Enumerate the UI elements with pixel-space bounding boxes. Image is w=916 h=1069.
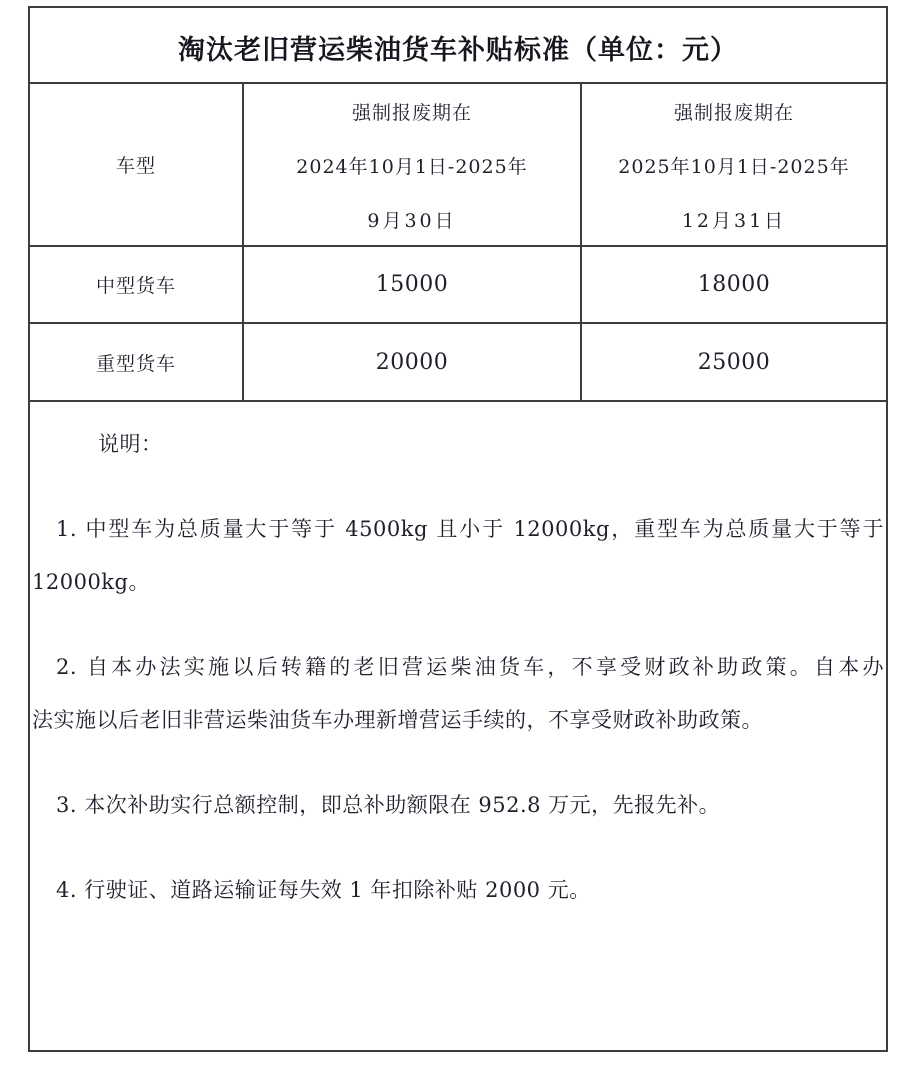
row-cell-period1-subsidy bbox=[242, 247, 580, 322]
notes-heading: 说明： bbox=[98, 432, 163, 456]
row-cell-vehicle-type bbox=[30, 324, 242, 400]
note-line: 法实施以后老旧非营运柴油货车办理新增营运手续的，不享受财政补助政策。 bbox=[32, 708, 763, 732]
period1-line-2: 2024年10月1日-2025年 bbox=[296, 155, 528, 178]
table-title-row bbox=[30, 8, 886, 84]
note-item-3 bbox=[32, 779, 884, 832]
note-line: 3. 本次补助实行总额控制，即总补助额限在 952.8 万元，先报先补。 bbox=[56, 793, 721, 817]
table-row-heavy-truck bbox=[30, 324, 886, 402]
note-item-2 bbox=[32, 641, 884, 747]
row-cell-period2-subsidy bbox=[580, 247, 886, 322]
note-item-1 bbox=[32, 503, 884, 609]
header-cell-period-2 bbox=[580, 84, 886, 245]
subsidy-amount: 18000 bbox=[697, 272, 771, 297]
table-header-row bbox=[30, 84, 886, 247]
vehicle-type-value: 中型货车 bbox=[95, 275, 176, 297]
note-line: 12000kg。 bbox=[32, 570, 150, 594]
note-item-4 bbox=[32, 864, 884, 917]
period2-line-2: 2025年10月1日-2025年 bbox=[618, 155, 850, 178]
subsidy-amount: 15000 bbox=[375, 272, 449, 297]
header-cell-period-1 bbox=[242, 84, 580, 245]
row-cell-vehicle-type bbox=[30, 247, 242, 322]
subsidy-table bbox=[28, 6, 888, 1052]
period2-line-3: 12月31日 bbox=[681, 209, 787, 232]
subsidy-amount: 20000 bbox=[375, 349, 449, 375]
period1-line-1: 强制报废期在 bbox=[351, 101, 472, 124]
header-cell-vehicle-type bbox=[30, 84, 242, 245]
row-cell-period2-subsidy bbox=[580, 324, 886, 400]
row-cell-period1-subsidy bbox=[242, 324, 580, 400]
table-title: 淘汰老旧营运柴油货车补贴标准（单位：元） bbox=[178, 34, 738, 66]
note-line: 2. 自本办法实施以后转籍的老旧营运柴油货车，不享受财政补助政策。自本办 bbox=[56, 655, 884, 679]
vehicle-type-header-label: 车型 bbox=[115, 155, 156, 177]
subsidy-amount: 25000 bbox=[697, 349, 771, 375]
notes-section bbox=[30, 402, 886, 1050]
note-line: 4. 行驶证、道路运输证每失效 1 年扣除补贴 2000 元。 bbox=[56, 878, 591, 902]
period1-line-3: 9月30日 bbox=[367, 209, 457, 232]
vehicle-type-value: 重型货车 bbox=[95, 352, 176, 375]
period2-line-1: 强制报废期在 bbox=[673, 101, 794, 124]
note-line: 1. 中型车为总质量大于等于 4500kg 且小于 12000kg，重型车为总质量大于等于 bbox=[56, 517, 884, 541]
table-row-medium-truck bbox=[30, 247, 886, 324]
